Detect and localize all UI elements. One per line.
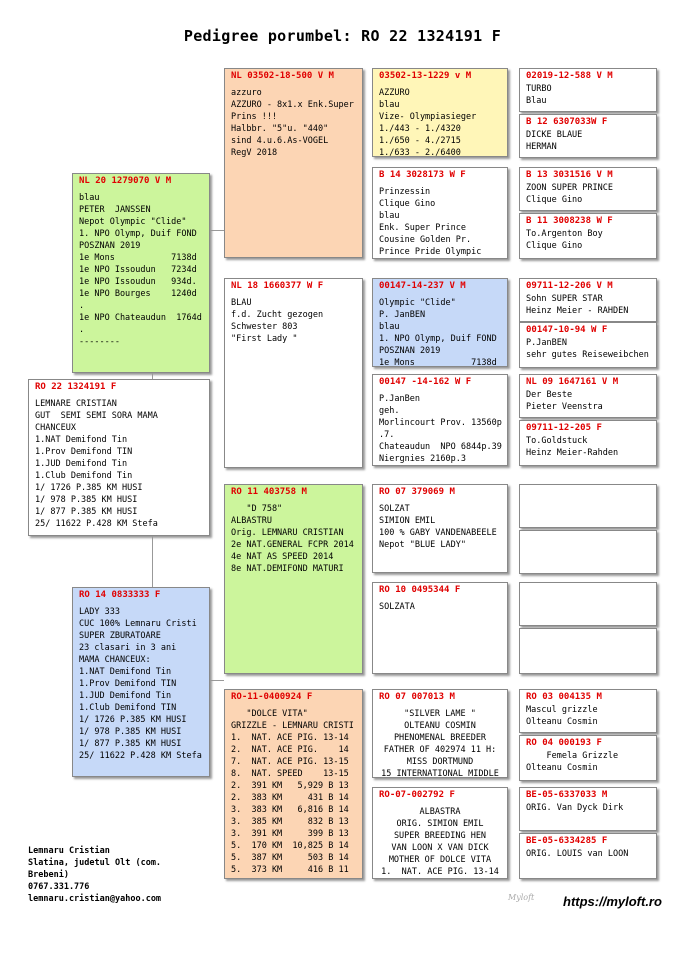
card-fff: [372, 68, 508, 157]
card-g11-details: [520, 597, 656, 601]
card-mff-details: SOLZAT SIMION EMIL 100 % GABY VANDENABEELE Nepot "BLUE LADY": [379, 504, 497, 550]
card-g16: [519, 833, 657, 879]
card-g7-details: Der Beste Pieter Veenstra: [526, 390, 603, 412]
card-ffm: [372, 167, 508, 259]
card-fmm: [372, 374, 508, 466]
card-g6-details: P.JanBEN sehr gutes Reiseweibchen: [526, 338, 649, 360]
card-fmm-details: P.JanBen geh. Morlincourt Prov. 13560p .7. Chateaudun NPO 6844p.39 Niergnies 2160p.3: [379, 394, 502, 464]
card-g13: [519, 689, 657, 733]
card-g5: [519, 278, 657, 322]
card-mmm-details: ALBASTRA ORIG. SIMION EMIL SUPER BREEDING HEN VAN LOON X VAN DICK MOTHER OF DOLCE VITA 1. NAT. ACE PIG. 13-14: [381, 807, 499, 877]
card-ff-ring: NL 03502-18-500 V M: [231, 71, 334, 81]
card-mfm-details: SOLZATA: [379, 602, 415, 612]
card-mfm: [372, 582, 508, 674]
card-mm-ring: RO-11-0400924 F: [231, 692, 313, 702]
card-mother: [72, 587, 210, 777]
card-g3-ring: B 13 3031516 V M: [526, 170, 613, 180]
card-fm-details: BLAU f.d. Zucht gezogen Schwester 803 "First Lady ": [231, 298, 324, 344]
card-g2: [519, 114, 657, 158]
card-mmf: [372, 689, 508, 778]
card-fmm-ring: 00147 -14-162 W F: [379, 377, 472, 387]
card-fmf-ring: 00147-14-237 V M: [379, 281, 466, 291]
card-g12-details: [520, 643, 656, 647]
card-g9: [519, 484, 657, 528]
card-main: [28, 379, 210, 536]
card-g4: [519, 213, 657, 259]
card-g10-details: [520, 545, 656, 549]
card-mf-ring: RO 11 403758 M: [231, 487, 307, 497]
card-g16-ring: BE-05-6334285 F: [526, 836, 608, 846]
card-fmf-details: Olympic "Clide" P. JanBEN blau 1. NPO Olymp, Duif FOND POSZNAN 2019 1e Mons 7138d: [379, 298, 497, 367]
card-g8-ring: 09711-12-205 F: [526, 423, 602, 433]
card-g3: [519, 167, 657, 211]
card-g6: [519, 322, 657, 368]
card-mmf-details: "SILVER LAME " OLTEANU COSMIN PHENOMENAL BREEDER FATHER OF 402974 11 H: MISS DORTMUND 15 INTERNATIONAL MIDDLE: [381, 709, 499, 778]
card-mf-details: "D 758" ALBASTRU Orig. LEMNARU CRISTIAN 2e NAT.GENERAL FCPR 2014 4e NAT AS SPEED 2014 8e NAT.DEMIFOND MATURI: [231, 504, 354, 574]
card-g8-details: To.Goldstuck Heinz Meier-Rahden: [526, 436, 619, 458]
connector: [152, 535, 153, 587]
card-ffm-details: Prinzessin Clique Gino blau Enk. Super Prince Cousine Golden Pr. Prince Pride Olympic: [379, 187, 482, 257]
card-g12-ring: [520, 629, 656, 643]
card-g1-details: TURBO Blau: [526, 84, 552, 106]
card-main-ring: RO 22 1324191 F: [35, 382, 117, 392]
card-ff-details: azzuro AZZURO - 8x1.x Enk.Super Prins !!! Halbbr. "5"u. "440" sind 4.u.6.As-VOGEL RegV 2018: [231, 88, 354, 158]
signature-logo: Myloft: [508, 893, 535, 902]
card-ffm-ring: B 14 3028173 W F: [379, 170, 466, 180]
card-g14: [519, 735, 657, 781]
card-mmm-ring: RO-07-002792 F: [379, 790, 455, 800]
card-g14-details: Femela Grizzle Olteanu Cosmin: [526, 751, 619, 773]
card-g12: [519, 628, 657, 674]
card-fmf: [372, 278, 508, 367]
card-mm-details: "DOLCE VITA" GRIZZLE - LEMNARU CRISTI 1. NAT. ACE PIG. 13-14 2. NAT. ACE PIG. 14 7. NAT. ACE PIG. 13-15 8. NAT. SPEED 13-15 2. 391 KM 5,929 B 13 2. 383 KM 431 B 14 3. 383 KM 6,816 B 14 3. 385 KM 832 B 13 3. 391 KM 399 B 13 5. 170 KM 10,825 B 14 5. 387 KM 503 B 14 5. 373 KM 416 B 11: [231, 709, 354, 875]
card-mother-ring: RO 14 0833333 F: [79, 590, 161, 600]
site-link[interactable]: https://myloft.ro: [563, 894, 662, 909]
card-g11-ring: [520, 583, 656, 597]
card-father: [72, 173, 210, 373]
card-g1-ring: 02019-12-588 V M: [526, 71, 613, 81]
card-mmm: [372, 787, 508, 879]
card-mother-details: LADY 333 CUC 100% Lemnaru Cristi SUPER ZBURATOARE 23 clasari in 3 ani MAMA CHANCEUX: 1.NAT Demifond Tin 1.Prov Demifond TIN 1.JUD Demifond Tin 1.Club Demifond TIN 1/ 1726 P.385 KM HUSI 1/ 978 P.385 KM HUSI 1/ 877 P.385 KM HUSI 25/ 11622 P.428 KM Stefa: [79, 607, 202, 761]
card-g13-ring: RO 03 004135 M: [526, 692, 602, 702]
card-g14-ring: RO 04 000193 F: [526, 738, 602, 748]
card-g5-details: Sohn SUPER STAR Heinz Meier - RAHDEN: [526, 294, 629, 316]
connector: [210, 680, 224, 681]
card-g4-ring: B 11 3008238 W F: [526, 216, 613, 226]
card-g10-ring: [520, 531, 656, 545]
card-g7: [519, 374, 657, 418]
card-mf: [224, 484, 363, 674]
card-g6-ring: 00147-10-94 W F: [526, 325, 608, 335]
connector: [210, 230, 224, 231]
card-g10: [519, 530, 657, 574]
card-g15-details: ORIG. Van Dyck Dirk: [526, 803, 624, 813]
card-mmf-ring: RO 07 007013 M: [379, 692, 455, 702]
card-g7-ring: NL 09 1647161 V M: [526, 377, 619, 387]
card-g2-ring: B 12 6307033W F: [526, 117, 608, 127]
card-g13-details: Mascul grizzle Olteanu Cosmin: [526, 705, 598, 727]
card-mff-ring: RO 07 379069 M: [379, 487, 455, 497]
card-ff: [224, 68, 363, 258]
page-title: Pedigree porumbel: RO 22 1324191 F: [183, 27, 502, 45]
card-fff-details: AZZURO blau Vize- Olympiasieger 1./443 - 1./4320 1./650 - 4./2715 1./633 - 2./6400: [379, 88, 477, 157]
card-g15-ring: BE-05-6337033 M: [526, 790, 608, 800]
card-fm-ring: NL 18 1660377 W F: [231, 281, 324, 291]
card-mm: [224, 689, 363, 879]
card-fm: [224, 278, 363, 468]
card-g9-details: [520, 499, 656, 503]
card-g15: [519, 787, 657, 831]
card-g2-details: DICKE BLAUE HERMAN: [526, 130, 583, 152]
card-g4-details: To.Argenton Boy Clique Gino: [526, 229, 603, 251]
card-g1: [519, 68, 657, 112]
card-g11: [519, 582, 657, 626]
card-main-details: LEMNARE CRISTIAN GUT SEMI SEMI SORA MAMA CHANCEUX 1.NAT Demifond Tin 1.Prov Demifond TIN 1.JUD Demifond Tin 1.Club Demifond Tin 1/ 1726 P.385 KM HUSI 1/ 978 P.385 KM HUSI 1/ 877 P.385 KM HUSI 25/ 11622 P.428 KM Stefa: [35, 399, 158, 529]
card-father-details: blau PETER JANSSEN Nepot Olympic "Clide" 1. NPO Olymp, Duif FOND POSZNAN 2019 1e Mons 7138d 1e NPO Issoudun 7234d 1e NPO Issoudun 934d. 1e NPO Bourges 1240d . 1e NPO Chateaudun 1764d . --------: [79, 193, 202, 347]
card-g9-ring: [520, 485, 656, 499]
card-g8: [519, 420, 657, 466]
card-father-ring: NL 20 1279070 V M: [79, 176, 172, 186]
card-mff: [372, 484, 508, 573]
card-g3-details: ZOON SUPER PRINCE Clique Gino: [526, 183, 613, 205]
owner-contact: Lemnaru Cristian Slatina, judetul Olt (com. Brebeni) 0767.331.776 lemnaru.cristian@yahoo.com: [28, 846, 162, 904]
card-g16-details: ORIG. LOUIS van LOON: [526, 849, 629, 859]
card-mfm-ring: RO 10 0495344 F: [379, 585, 461, 595]
card-g5-ring: 09711-12-206 V M: [526, 281, 613, 291]
card-fff-ring: 03502-13-1229 v M: [379, 71, 472, 81]
